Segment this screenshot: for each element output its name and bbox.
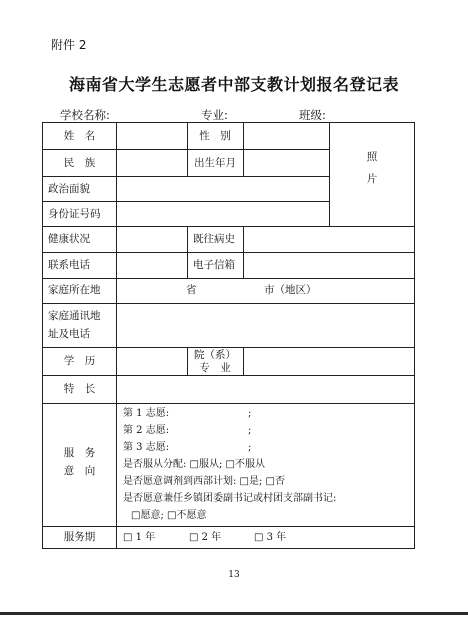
home-contact-field[interactable] xyxy=(117,304,414,347)
period-option-2-years[interactable]: □ 2 年 xyxy=(189,532,222,543)
wish-1-label: 第 1 志愿: xyxy=(123,408,170,419)
email-label: 电子信箱 xyxy=(193,259,235,271)
email-field[interactable] xyxy=(244,253,414,278)
service-period-label: 服务期 xyxy=(63,531,96,543)
political-status-label: 政治面貌 xyxy=(48,183,90,195)
specialty-field[interactable] xyxy=(117,376,414,403)
health-status-field[interactable] xyxy=(117,227,187,252)
secretary-options[interactable]: □愿意; □不愿意 xyxy=(131,510,207,521)
transfer-question[interactable]: 是否愿意调剂到西部计划: □是; □否 xyxy=(123,476,285,487)
period-option-1-year[interactable]: □ 1 年 xyxy=(123,532,156,543)
home-location-label: 家庭所在地 xyxy=(48,284,101,296)
health-status-label: 健康状况 xyxy=(48,233,90,245)
political-status-field[interactable] xyxy=(117,177,329,201)
ethnicity-field[interactable] xyxy=(117,150,187,176)
page-number: 13 xyxy=(228,570,240,580)
service-intention-label-line2: 意 向 xyxy=(63,465,96,477)
wish-2-label: 第 2 志愿: xyxy=(123,425,170,436)
gender-field[interactable] xyxy=(244,124,329,149)
name-field[interactable] xyxy=(117,124,187,149)
wish-2-terminator: ; xyxy=(248,425,252,436)
college-major-field[interactable] xyxy=(244,348,414,375)
wish-1-terminator: ; xyxy=(248,408,252,419)
education-label: 学 历 xyxy=(63,355,96,367)
class-label: 班级: xyxy=(299,108,326,122)
home-contact-label-line1: 家庭通讯地 xyxy=(48,310,101,322)
city-label: 市（地区） xyxy=(264,284,317,296)
phone-label: 联系电话 xyxy=(48,259,90,271)
medical-history-label: 既往病史 xyxy=(193,233,235,245)
college-label: 院（系） xyxy=(194,349,236,361)
page-title: 海南省大学生志愿者中部支教计划报名登记表 xyxy=(68,75,399,94)
major-header-label: 专业: xyxy=(201,108,228,122)
birth-date-label: 出生年月 xyxy=(194,157,236,169)
allocation-question[interactable]: 是否服从分配: □服从; □不服从 xyxy=(123,459,265,470)
period-option-3-years[interactable]: □ 3 年 xyxy=(254,532,287,543)
gender-label: 性 别 xyxy=(199,130,231,142)
registration-form-table xyxy=(42,122,415,549)
education-field[interactable] xyxy=(117,348,187,375)
ethnicity-label: 民 族 xyxy=(63,157,96,169)
service-intention-label-line1: 服 务 xyxy=(63,447,96,459)
wish-3-terminator: ; xyxy=(248,442,252,453)
phone-field[interactable] xyxy=(117,253,187,278)
wish-3-label: 第 3 志愿: xyxy=(123,442,170,453)
birth-date-field[interactable] xyxy=(244,150,329,176)
id-number-field[interactable] xyxy=(117,202,329,226)
id-number-label: 身份证号码 xyxy=(48,208,101,220)
medical-history-field[interactable] xyxy=(244,227,414,252)
secretary-question: 是否愿意兼任乡镇团委副书记或村团支部副书记: xyxy=(123,493,337,504)
specialty-label: 特 长 xyxy=(63,383,96,395)
photo-label-top: 照 xyxy=(366,151,378,163)
province-label: 省 xyxy=(186,284,197,296)
major-label: 专 业 xyxy=(199,362,231,374)
name-label: 姓 名 xyxy=(63,130,96,142)
bottom-edge-bar xyxy=(0,612,468,615)
home-contact-label-line2: 址及电话 xyxy=(48,328,90,340)
photo-label-bottom: 片 xyxy=(366,173,378,185)
attachment-label: 附件 2 xyxy=(51,38,87,52)
school-name-label: 学校名称: xyxy=(60,108,110,122)
